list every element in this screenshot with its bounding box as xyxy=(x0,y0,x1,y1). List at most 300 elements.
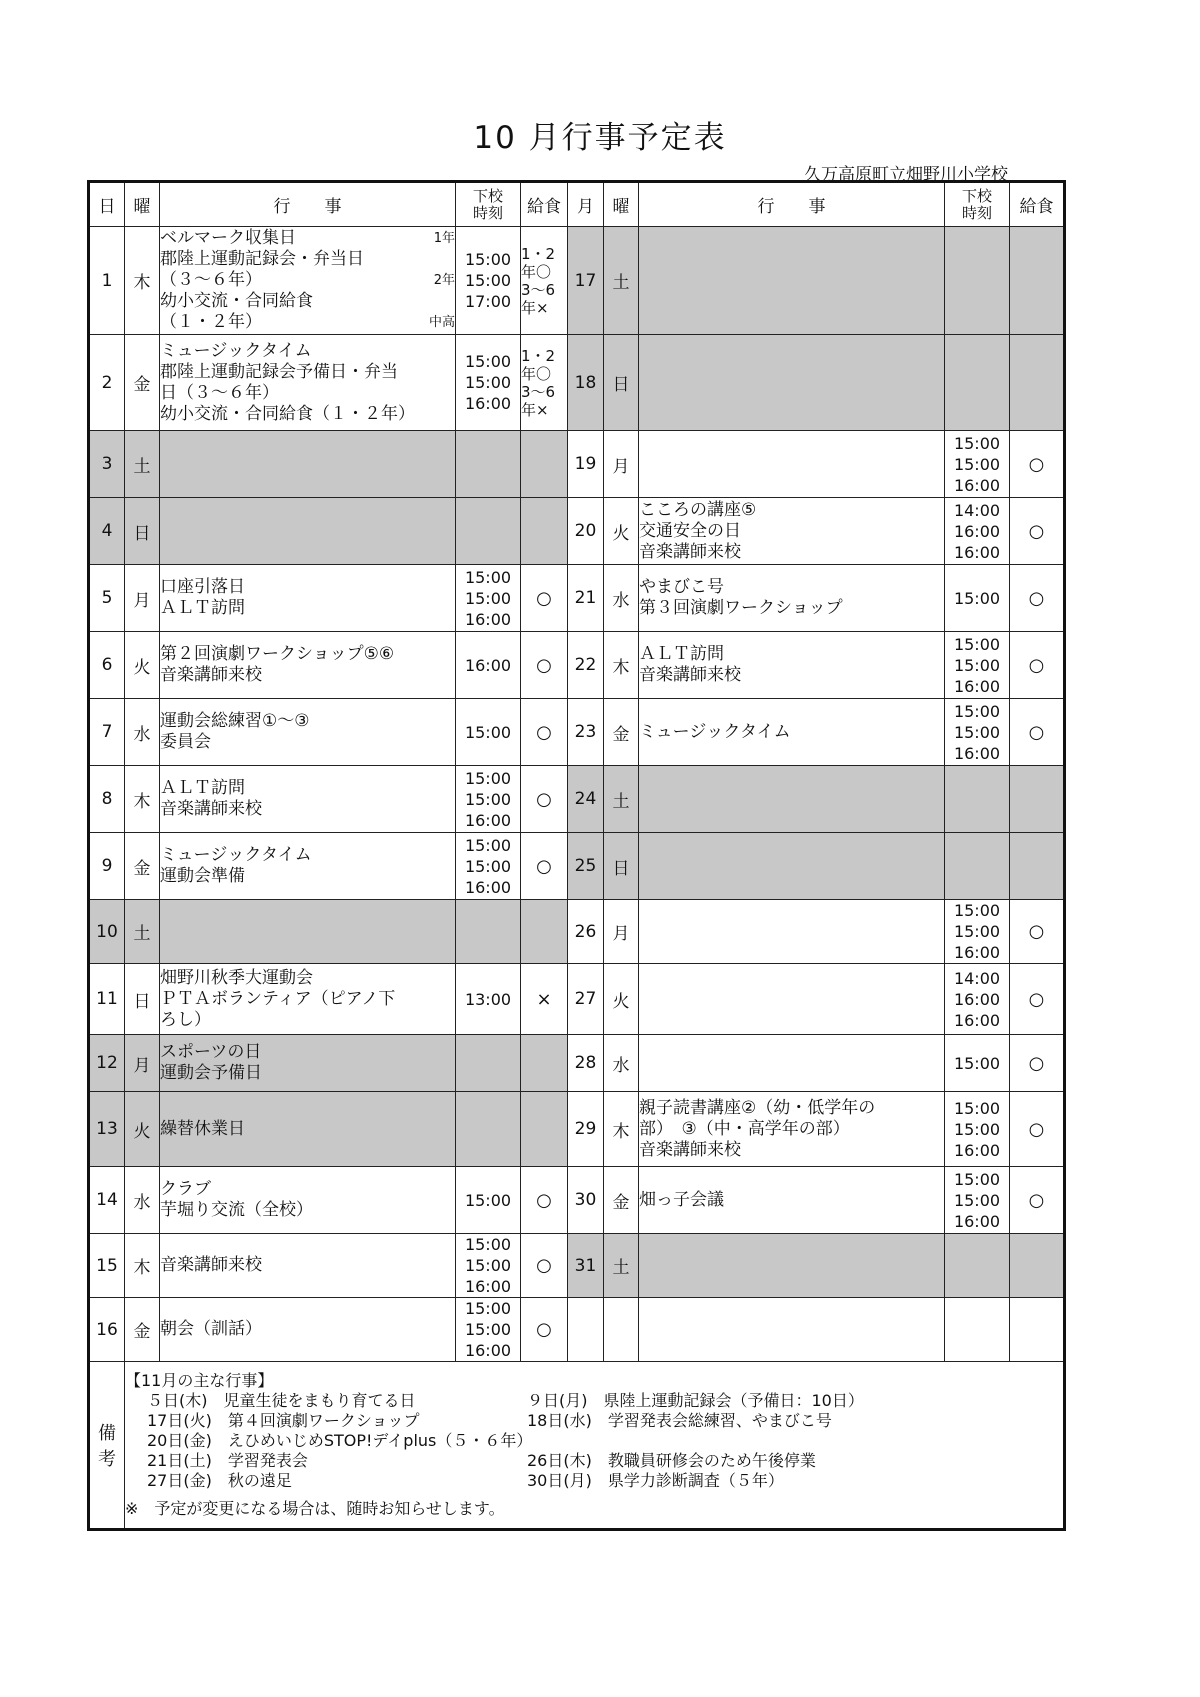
remarks-item-left: 27日(金) 秋の遠足 xyxy=(147,1471,292,1490)
meal-mark: ○ xyxy=(1010,431,1065,498)
time-value: 15:00 xyxy=(464,352,512,371)
events-cell xyxy=(639,431,945,498)
remarks-item-right: ９日(月) 県陸上運動記録会（予備日：10日） xyxy=(527,1391,864,1410)
dismissal-time xyxy=(456,833,521,900)
remarks-note: ※ 予定が変更になる場合は、随時お知らせします。 xyxy=(125,1499,505,1518)
dismissal-time xyxy=(945,1092,1010,1167)
day-number: 7 xyxy=(89,699,125,766)
time-value: 15:00 xyxy=(953,1169,1001,1189)
dismissal-time xyxy=(945,498,1010,565)
event-line: 畑っ子会議 xyxy=(639,1189,724,1210)
meal-mark: ○ xyxy=(1010,1035,1065,1092)
dismissal-time xyxy=(456,632,521,699)
remarks-item-left: ５日(木) 児童生徒をまもり育てる日 xyxy=(147,1391,416,1410)
day-number: 12 xyxy=(89,1035,125,1092)
events-cell xyxy=(639,766,945,833)
events-cell xyxy=(639,1092,945,1167)
meal-mark xyxy=(521,900,568,964)
remarks-item xyxy=(125,1431,1063,1451)
table-row xyxy=(89,1092,1065,1167)
event-line xyxy=(160,1179,455,1200)
time-value: 15:00 xyxy=(953,901,1001,920)
events-cell xyxy=(160,227,456,335)
time-value: 16:00 xyxy=(464,394,512,413)
time-value: 15:00 xyxy=(464,856,512,876)
event-line: ミュージックタイム xyxy=(639,721,791,742)
dismissal-time xyxy=(456,1234,521,1298)
dismissal-time xyxy=(945,632,1010,699)
remarks-label: 備考 xyxy=(89,1362,125,1530)
header-events: 行 事 xyxy=(160,182,456,227)
weekday: 水 xyxy=(604,565,639,632)
header-meal-right: 給食 xyxy=(1010,182,1065,227)
remarks-item-right: 18日(水) 学習発表会総練習、やまびこ号 xyxy=(527,1411,832,1430)
event-line xyxy=(160,968,455,989)
meal-mark: ○ xyxy=(1010,1092,1065,1167)
day-number: 2 xyxy=(89,335,125,431)
day-number: 19 xyxy=(568,431,604,498)
meal-mark: ○ xyxy=(1010,632,1065,699)
event-line xyxy=(160,270,455,291)
day-number: 8 xyxy=(89,766,125,833)
event-line: やまびこ号 xyxy=(639,577,724,597)
event-line: 音楽講師来校 xyxy=(639,541,741,562)
weekday: 日 xyxy=(604,335,639,431)
header-day: 日 xyxy=(89,182,125,227)
weekday: 水 xyxy=(604,1035,639,1092)
schedule-table xyxy=(87,180,1066,1531)
remarks-item xyxy=(125,1471,1063,1491)
events-cell xyxy=(639,632,945,699)
header-weekday-right: 曜 xyxy=(604,182,639,227)
events-cell xyxy=(639,565,945,632)
time-value: 16:00 xyxy=(953,521,1001,541)
remarks-content xyxy=(125,1362,1065,1530)
time-value: 15:00 xyxy=(953,922,1001,941)
event-line: 親子読書講座②（幼・低学年の xyxy=(639,1097,876,1118)
weekday: 月 xyxy=(125,1035,160,1092)
events-cell xyxy=(639,900,945,964)
weekday: 月 xyxy=(604,431,639,498)
weekday: 木 xyxy=(604,632,639,699)
event-text: ＡＬＴ訪問 xyxy=(160,778,245,798)
event-text: 郡陸上運動記録会予備日・弁当 xyxy=(160,361,398,382)
time-value: 15:00 xyxy=(953,433,1001,453)
day-number: 30 xyxy=(568,1167,604,1234)
event-text: 日（３～６年） xyxy=(160,382,279,403)
event-text: 運動会準備 xyxy=(160,866,245,886)
event-text: 委員会 xyxy=(160,732,211,752)
meal-mark xyxy=(521,1035,568,1092)
event-text: ベルマーク収集日 xyxy=(160,228,296,248)
events-cell xyxy=(639,1035,945,1092)
event-line xyxy=(160,1119,455,1140)
remarks-item xyxy=(125,1451,1063,1471)
event-line xyxy=(160,598,455,619)
remarks-item xyxy=(125,1391,1063,1411)
day-number: 23 xyxy=(568,699,604,766)
day-number: 6 xyxy=(89,632,125,699)
time-value: 16:00 xyxy=(464,609,512,629)
table-row xyxy=(89,1035,1065,1092)
time-value: 15:00 xyxy=(464,722,512,742)
event-line xyxy=(160,845,455,866)
meal-mark: ○ xyxy=(521,1167,568,1234)
dismissal-time xyxy=(945,964,1010,1035)
events-cell xyxy=(160,699,456,766)
event-line xyxy=(160,341,455,362)
events-cell xyxy=(160,900,456,964)
remarks-item-left: 21日(土) 学習発表会 xyxy=(147,1451,308,1470)
dismissal-time xyxy=(945,1298,1010,1362)
event-text: 朝会（訓話） xyxy=(160,1319,262,1339)
event-text: 郡陸上運動記録会・弁当日 xyxy=(160,249,364,269)
event-line xyxy=(160,1200,455,1221)
events-cell xyxy=(160,335,456,431)
day-number: 9 xyxy=(89,833,125,900)
event-line xyxy=(160,799,455,820)
day-number: 13 xyxy=(89,1092,125,1167)
time-value: 14:00 xyxy=(953,968,1001,988)
event-line xyxy=(160,866,455,887)
time-value: 16:00 xyxy=(464,810,512,830)
time-value: 15:00 xyxy=(464,567,512,587)
remarks-item-right: 26日(木) 教職員研修会のため午後停業 xyxy=(527,1451,816,1470)
time-value: 15:00 xyxy=(953,588,1001,608)
dismissal-time xyxy=(456,565,521,632)
weekday: 金 xyxy=(604,1167,639,1234)
remarks-row xyxy=(89,1362,1065,1530)
time-value: 15:00 xyxy=(953,1098,1001,1118)
time-value: 15:00 xyxy=(953,454,1001,474)
time-value: 16:00 xyxy=(953,1211,1001,1231)
day-number: 29 xyxy=(568,1092,604,1167)
remarks-list xyxy=(125,1391,1063,1491)
weekday: 日 xyxy=(604,833,639,900)
meal-note xyxy=(521,335,568,431)
day-number: 25 xyxy=(568,833,604,900)
dismissal-time xyxy=(456,1035,521,1092)
events-cell xyxy=(639,1298,945,1362)
day-number: 26 xyxy=(568,900,604,964)
header-dismissal: 下校 時刻 xyxy=(456,182,521,227)
events-cell xyxy=(639,1234,945,1298)
meal-mark: ○ xyxy=(1010,964,1065,1035)
event-text: 畑野川秋季大運動会 xyxy=(160,967,313,988)
time-value: 15:00 xyxy=(464,1190,512,1210)
event-line xyxy=(160,312,455,333)
weekday: 水 xyxy=(125,1167,160,1234)
header-weekday: 曜 xyxy=(125,182,160,227)
events-cell xyxy=(160,833,456,900)
meal-note-line: 年× xyxy=(521,298,549,317)
meal-note-line: 3～6 xyxy=(521,382,556,401)
weekday: 月 xyxy=(125,565,160,632)
meal-note-line: 年〇 xyxy=(521,364,552,383)
meal-mark xyxy=(1010,335,1065,431)
event-text: 幼小交流・合同給食（１・２年） xyxy=(160,403,415,424)
events-cell xyxy=(639,335,945,431)
time-value: 13:00 xyxy=(464,989,512,1009)
day-number: 15 xyxy=(89,1234,125,1298)
remarks-item-left: 17日(火) 第４回演劇ワークショップ xyxy=(147,1411,420,1430)
day-number: 20 xyxy=(568,498,604,565)
time-value: 15:00 xyxy=(464,789,512,809)
weekday: 金 xyxy=(125,1298,160,1362)
time-value: 15:00 xyxy=(953,655,1001,675)
table-row xyxy=(89,900,1065,964)
events-cell xyxy=(160,964,456,1035)
dismissal-time xyxy=(945,1234,1010,1298)
grade-tag: 1年 xyxy=(433,231,455,246)
header-meal: 給食 xyxy=(521,182,568,227)
event-text: 幼小交流・合同給食 xyxy=(160,291,313,311)
weekday: 土 xyxy=(604,766,639,833)
events-cell xyxy=(160,1298,456,1362)
dismissal-time xyxy=(456,1298,521,1362)
time-value: 17:00 xyxy=(464,292,512,311)
event-text: 第２回演劇ワークショップ⑤⑥ xyxy=(160,644,395,664)
school-name: 久万高原町立畑野川小学校 xyxy=(804,165,1008,185)
time-value: 15:00 xyxy=(464,768,512,788)
weekday: 金 xyxy=(125,335,160,431)
event-line xyxy=(160,711,455,732)
day-number: 22 xyxy=(568,632,604,699)
event-line xyxy=(160,228,455,249)
dismissal-time xyxy=(456,766,521,833)
dismissal-time xyxy=(945,227,1010,335)
time-value: 16:00 xyxy=(953,676,1001,696)
page-title: 10 月行事予定表 xyxy=(473,120,727,156)
meal-note-line: 1・2 xyxy=(521,346,556,365)
event-line: 交通安全の日 xyxy=(639,520,741,541)
weekday: 土 xyxy=(125,431,160,498)
event-line xyxy=(160,1042,455,1063)
table-row xyxy=(89,964,1065,1035)
dismissal-time xyxy=(945,900,1010,964)
dismissal-time xyxy=(945,565,1010,632)
dismissal-time xyxy=(456,699,521,766)
weekday: 木 xyxy=(125,1234,160,1298)
event-line: こころの講座⑤ xyxy=(639,499,757,520)
event-line xyxy=(160,1063,455,1084)
table-row xyxy=(89,498,1065,565)
meal-mark: ○ xyxy=(521,1234,568,1298)
dismissal-time xyxy=(456,227,521,335)
time-value: 15:00 xyxy=(464,250,512,269)
meal-mark: ○ xyxy=(521,632,568,699)
weekday: 火 xyxy=(125,632,160,699)
weekday: 日 xyxy=(125,498,160,565)
events-cell xyxy=(639,227,945,335)
meal-note-line: 年× xyxy=(521,400,549,419)
event-line: 部） ③（中・高学年の部） xyxy=(639,1118,850,1139)
header-month: 月 xyxy=(568,182,604,227)
events-cell xyxy=(639,1167,945,1234)
time-value: 16:00 xyxy=(953,943,1001,962)
remarks-item xyxy=(125,1411,1063,1431)
day-number: 5 xyxy=(89,565,125,632)
meal-mark: ○ xyxy=(521,766,568,833)
day-number: 14 xyxy=(89,1167,125,1234)
time-value: 15:00 xyxy=(953,701,1001,721)
header-events-right: 行 事 xyxy=(639,182,945,227)
time-value: 15:00 xyxy=(464,373,512,392)
weekday xyxy=(604,1298,639,1362)
time-value: 15:00 xyxy=(464,1299,512,1318)
dismissal-time xyxy=(945,1035,1010,1092)
event-line xyxy=(160,577,455,598)
event-text: ミュージックタイム xyxy=(160,340,312,361)
events-cell xyxy=(160,1035,456,1092)
event-text: （１・２年） xyxy=(160,312,262,332)
table-row xyxy=(89,227,1065,335)
event-text: 芋堀り交流（全校） xyxy=(160,1200,313,1220)
meal-mark: ○ xyxy=(1010,565,1065,632)
time-value: 16:00 xyxy=(953,989,1001,1009)
day-number: 24 xyxy=(568,766,604,833)
time-value: 15:00 xyxy=(464,588,512,608)
meal-note-line: 3～6 xyxy=(521,280,556,299)
time-value: 15:00 xyxy=(953,1119,1001,1139)
events-cell xyxy=(160,1092,456,1167)
event-line xyxy=(160,732,455,753)
meal-mark: ○ xyxy=(1010,1167,1065,1234)
events-cell xyxy=(160,1234,456,1298)
event-line xyxy=(160,1319,455,1340)
meal-mark xyxy=(521,431,568,498)
table-row xyxy=(89,335,1065,431)
remarks-item-left: 20日(金) えひめいじめSTOP!デイplus（５・６年） xyxy=(147,1431,533,1450)
weekday: 金 xyxy=(125,833,160,900)
dismissal-time xyxy=(456,431,521,498)
time-value: 16:00 xyxy=(464,655,512,675)
meal-mark xyxy=(521,498,568,565)
time-value: 16:00 xyxy=(464,1341,512,1360)
time-value: 15:00 xyxy=(464,835,512,855)
dismissal-time xyxy=(945,833,1010,900)
day-number: 28 xyxy=(568,1035,604,1092)
weekday: 金 xyxy=(604,699,639,766)
day-number: 1 xyxy=(89,227,125,335)
dismissal-time xyxy=(945,431,1010,498)
event-line: 音楽講師来校 xyxy=(639,1139,741,1160)
header-row xyxy=(89,182,1065,227)
event-text: （３～６年） xyxy=(160,270,262,290)
meal-mark xyxy=(1010,227,1065,335)
meal-mark: ○ xyxy=(1010,900,1065,964)
event-line: 第３回演劇ワークショップ xyxy=(639,598,843,618)
dismissal-time xyxy=(456,498,521,565)
time-value: 16:00 xyxy=(953,743,1001,763)
event-text: 音楽講師来校 xyxy=(160,665,262,685)
day-number: 10 xyxy=(89,900,125,964)
time-value: 15:00 xyxy=(953,634,1001,654)
meal-note-line: 1・2 xyxy=(521,244,556,263)
event-line xyxy=(160,1255,455,1276)
meal-mark: ○ xyxy=(1010,699,1065,766)
time-value: 16:00 xyxy=(953,1010,1001,1030)
time-value: 14:00 xyxy=(953,500,1001,520)
event-text: ＡＬＴ訪問 xyxy=(160,598,245,618)
events-cell xyxy=(160,766,456,833)
meal-mark xyxy=(521,1092,568,1167)
table-row xyxy=(89,632,1065,699)
day-number: 18 xyxy=(568,335,604,431)
grade-tag: 中高 xyxy=(428,315,455,330)
event-line xyxy=(160,291,455,312)
day-number: 16 xyxy=(89,1298,125,1362)
weekday: 土 xyxy=(604,1234,639,1298)
events-cell xyxy=(160,1167,456,1234)
dismissal-time xyxy=(456,964,521,1035)
event-line xyxy=(160,362,455,383)
day-number: 11 xyxy=(89,964,125,1035)
time-value: 15:00 xyxy=(464,271,512,290)
table-row xyxy=(89,565,1065,632)
time-value: 15:00 xyxy=(953,722,1001,742)
meal-mark: ○ xyxy=(521,565,568,632)
weekday: 土 xyxy=(604,227,639,335)
weekday: 火 xyxy=(604,498,639,565)
dismissal-time xyxy=(945,766,1010,833)
day-number: 17 xyxy=(568,227,604,335)
events-cell xyxy=(160,565,456,632)
event-line xyxy=(160,665,455,686)
meal-mark: ○ xyxy=(521,1298,568,1362)
events-cell xyxy=(639,498,945,565)
time-value: 15:00 xyxy=(464,1320,512,1339)
events-cell xyxy=(639,964,945,1035)
event-line xyxy=(160,383,455,404)
dismissal-time xyxy=(945,335,1010,431)
time-value: 15:00 xyxy=(953,1053,1001,1073)
event-text: 口座引落日 xyxy=(160,577,245,597)
meal-mark: × xyxy=(521,964,568,1035)
time-value: 16:00 xyxy=(953,542,1001,562)
table-row xyxy=(89,431,1065,498)
header-dismissal-right: 下校 時刻 xyxy=(945,182,1010,227)
day-number xyxy=(568,1298,604,1362)
weekday: 水 xyxy=(125,699,160,766)
dismissal-time xyxy=(945,699,1010,766)
weekday: 木 xyxy=(125,766,160,833)
dismissal-time xyxy=(945,1167,1010,1234)
event-line: ＡＬＴ訪問 xyxy=(639,644,724,664)
event-text: 音楽講師来校 xyxy=(160,1255,262,1275)
weekday: 日 xyxy=(125,964,160,1035)
dismissal-time xyxy=(456,900,521,964)
event-line xyxy=(160,249,455,270)
meal-mark xyxy=(1010,833,1065,900)
table-row xyxy=(89,1298,1065,1362)
events-cell xyxy=(639,833,945,900)
meal-mark: ○ xyxy=(1010,498,1065,565)
event-text: 音楽講師来校 xyxy=(160,799,262,819)
dismissal-time xyxy=(456,335,521,431)
event-text: 運動会総練習①～③ xyxy=(160,711,310,731)
time-value: 15:00 xyxy=(464,1235,512,1254)
remarks-heading: 【11月の主な行事】 xyxy=(125,1371,274,1390)
day-number: 27 xyxy=(568,964,604,1035)
event-line xyxy=(160,989,455,1010)
events-cell xyxy=(160,431,456,498)
table-row xyxy=(89,1234,1065,1298)
weekday: 土 xyxy=(125,900,160,964)
meal-mark: ○ xyxy=(521,833,568,900)
table-row xyxy=(89,699,1065,766)
day-number: 4 xyxy=(89,498,125,565)
